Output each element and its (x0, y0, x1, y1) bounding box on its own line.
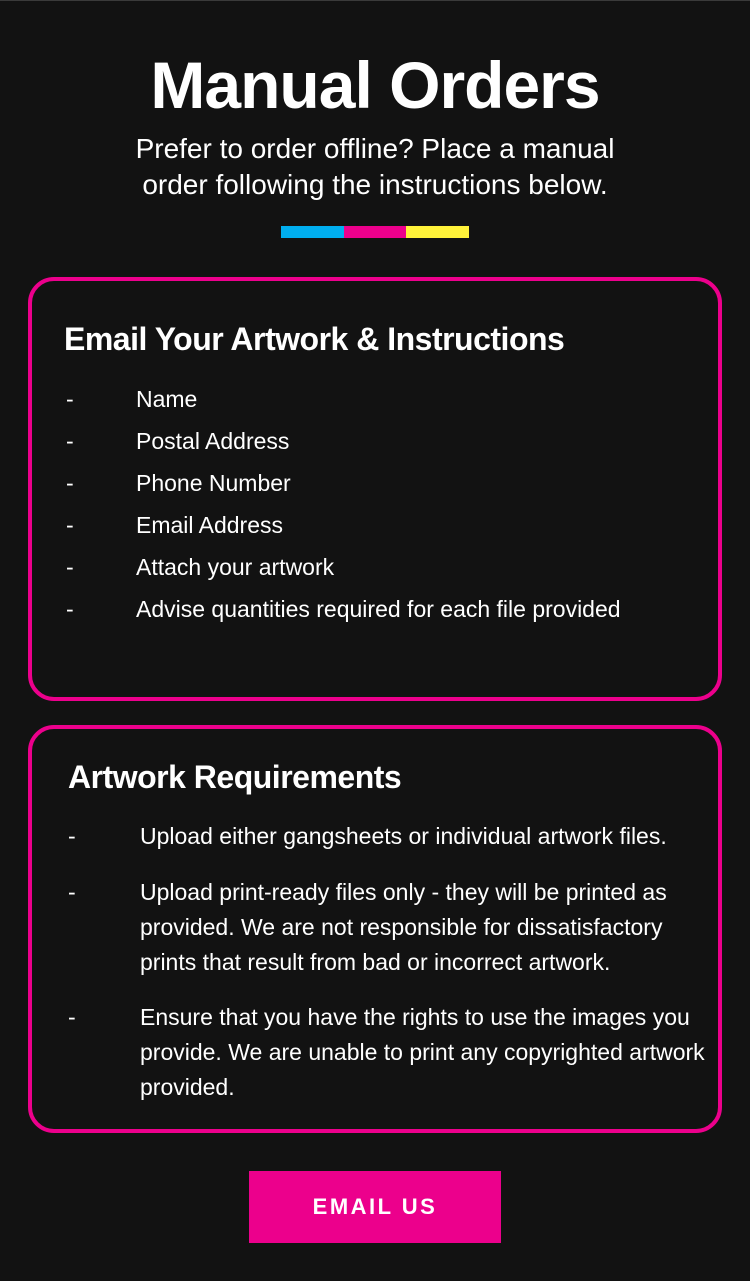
bullet-dash: - (66, 470, 74, 496)
magenta-bar-segment (344, 226, 407, 238)
bullet-dash: - (66, 512, 74, 538)
email-instructions-card (28, 277, 722, 701)
list-item (68, 875, 708, 980)
artwork-requirements-title: Artwork Requirements (68, 759, 402, 795)
artwork-requirements-list (68, 819, 708, 1125)
yellow-bar-segment (406, 226, 469, 238)
bullet-dash: - (66, 596, 74, 622)
email-instructions-title: Email Your Artwork & Instructions (64, 321, 565, 357)
list-item-text: Postal Address (136, 428, 290, 454)
list-item-text: Advise quantities required for each file provided (136, 596, 621, 622)
list-item (68, 819, 708, 854)
list-item-text: Upload either gangsheets or individual artwork files. (140, 823, 667, 849)
cmy-color-bar (281, 226, 469, 238)
list-item (66, 424, 696, 466)
list-item (66, 382, 696, 424)
list-item-text: Name (136, 386, 198, 412)
list-item (66, 508, 696, 550)
list-item-text: Email Address (136, 512, 284, 538)
bullet-dash: - (68, 879, 76, 905)
list-item (68, 1000, 708, 1105)
artwork-requirements-card (28, 725, 722, 1133)
list-item-text: Attach your artwork (136, 554, 335, 580)
bullet-dash: - (66, 386, 74, 412)
bullet-dash: - (68, 1004, 76, 1030)
list-item-text: Phone Number (136, 470, 291, 496)
email-us-button[interactable]: EMAIL US (249, 1171, 501, 1243)
bullet-dash: - (68, 823, 76, 849)
email-instructions-list (66, 382, 696, 634)
list-item (66, 550, 696, 592)
page-title: Manual Orders (150, 48, 600, 122)
cyan-bar-segment (281, 226, 344, 238)
list-item (66, 592, 696, 634)
list-item (66, 466, 696, 508)
bullet-dash: - (66, 428, 74, 454)
bullet-dash: - (66, 554, 74, 580)
page-subtitle: Prefer to order offline? Place a manual order following the instructions below. (135, 133, 615, 200)
list-item-text: Upload print-ready files only - they will be printed as provided. We are not responsible for dissatisfactory prints that result from bad or incorrect artwork. (140, 879, 667, 975)
list-item-text: Ensure that you have the rights to use the images you provide. We are unable to print any copyrighted artwork provided. (140, 1004, 705, 1100)
